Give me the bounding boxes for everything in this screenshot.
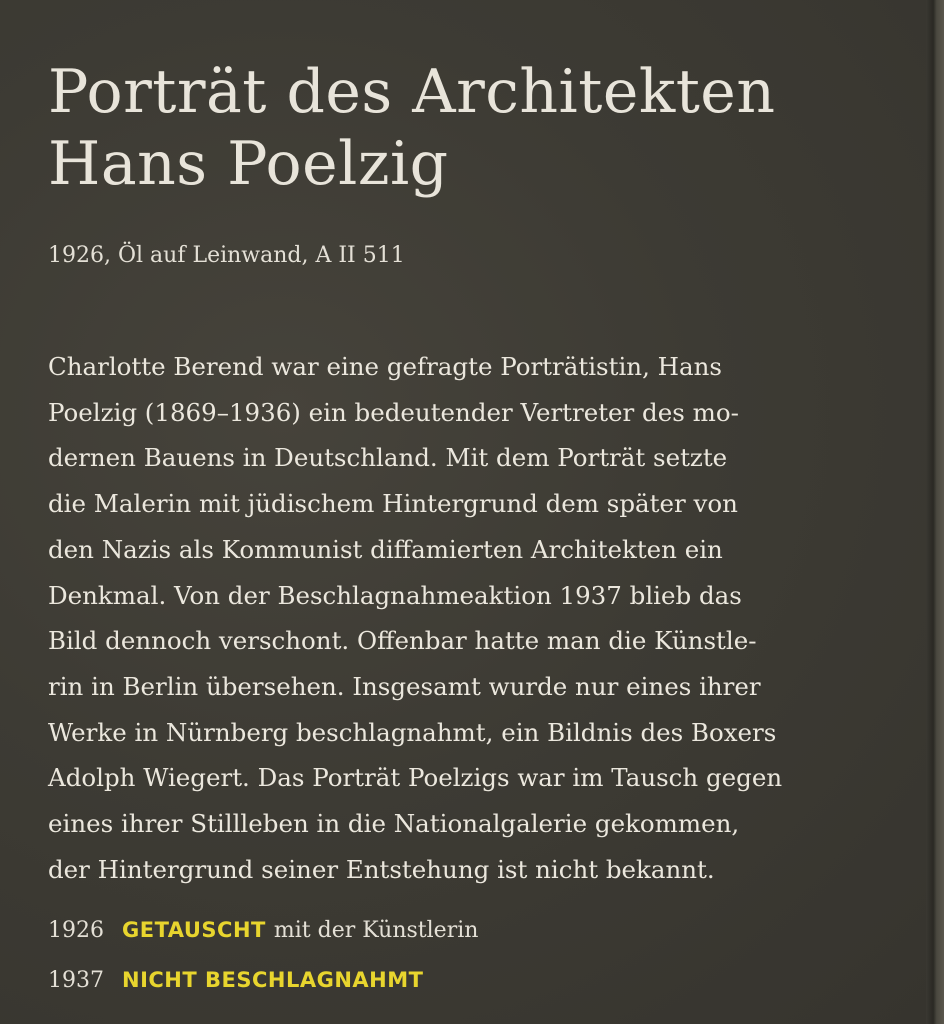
chronology-status: GETAUSCHT (122, 918, 266, 942)
provenance-chronology (48, 905, 478, 1005)
description-line: Werke in Nürnberg beschlagnahmt, ein Bildnis des Boxers (48, 717, 777, 747)
description-line: Charlotte Berend war eine gefragte Porträtistin, Hans (48, 352, 722, 381)
description-line: der Hintergrund seiner Entstehung ist nicht bekannt. (48, 854, 715, 884)
description-line: Poelzig (1869–1936) ein bedeutender Vertreter des mo- (48, 397, 739, 427)
chronology-note: mit der Künstlerin (273, 917, 479, 943)
description-line: die Malerin mit jüdischem Hintergrund dem später von (48, 489, 738, 519)
artwork-title (48, 56, 775, 200)
description-line: den Nazis als Kommunist diffamierten Architekten ein (48, 534, 723, 564)
chronology-row (48, 905, 478, 955)
artwork-details: 1926, Öl auf Leinwand, A II 511 (48, 243, 405, 268)
description-line: eines ihrer Stillleben in die Nationalgalerie gekommen, (48, 809, 740, 839)
description-line: Adolph Wiegert. Das Porträt Poelzigs war im Tausch gegen (48, 763, 783, 793)
description-line: rin in Berlin übersehen. Insgesamt wurde nur eines ihrer (48, 671, 761, 701)
description-line: Denkmal. Von der Beschlagnahmeaktion 1937 blieb das (48, 580, 742, 610)
chronology-row (48, 955, 478, 1005)
title-line-2: Hans Poelzig (48, 129, 449, 199)
chronology-year: 1926 (48, 917, 104, 943)
description-line: dernen Bauens in Deutschland. Mit dem Porträt setzte (48, 443, 728, 473)
description-line: Bild dennoch verschont. Offenbar hatte man die Künstle- (48, 626, 757, 656)
chronology-status: NICHT BESCHLAGNAHMT (122, 968, 424, 992)
description-text (48, 344, 918, 892)
chronology-year: 1937 (48, 967, 104, 993)
title-line-1: Porträt des Architekten (48, 57, 776, 127)
panel-edge (926, 0, 944, 1024)
